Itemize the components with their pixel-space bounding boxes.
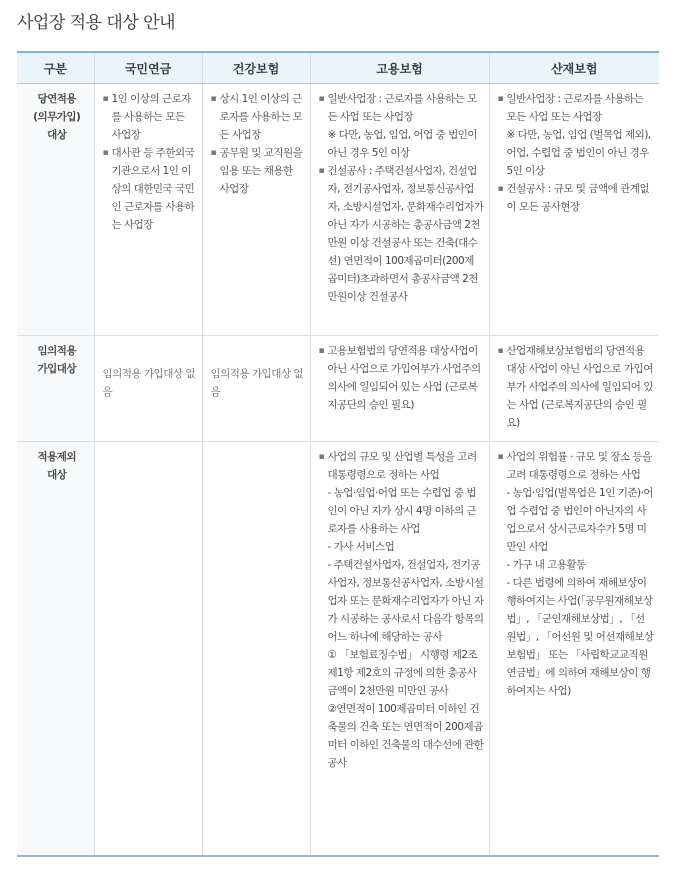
bullet-icon: ▪ (318, 94, 325, 104)
bullet-icon: ▪ (497, 452, 504, 462)
row-mandatory (17, 84, 659, 336)
sub-item: ① 「보험료징수법」 시행령 제2조제1항 제2호의 규정에 의한 총공사금액이 2천만원 미만인 공사 (327, 649, 478, 697)
cell-optional-pension: 임의적용 가입대상 없음 (94, 336, 202, 442)
row-label-mandatory: 당연적용 (의무가입) 대상 (17, 84, 94, 336)
header-industrial-accident-insurance: 산재보험 (489, 52, 659, 84)
bullet-icon: ▪ (102, 94, 109, 104)
list-item: ▪ 건설공사 : 규모 및 금액에 관계없이 모든 공사현장 (498, 180, 655, 216)
bullet-icon: ▪ (210, 148, 217, 158)
table-header-row (17, 52, 659, 84)
row-label-optional: 임의적용 가입대상 (17, 336, 94, 442)
sub-item: - 다른 법령에 의하여 재해보상이 행하여지는 사업(「공무원재해보상법」, 「군인재해보상법」, 「선원법」, 「어선원 및 어선재해보상보험법」 또는 「사립학교교직원연금법」에 의하여 재해보상이 행하여지는 사업) (506, 577, 654, 697)
list-item: ▪ 일반사업장 : 근로자를 사용하는 모든 사업 또는 사업장 ※ 다만, 농업, 임업 (벌목업 제외), 어업, 수렵업 중 법인이 아닌 경우 5인 이상 (498, 90, 655, 180)
sub-item: ②연면적이 100제곱미터 이하인 건축물의 건축 또는 연면적이 200제곱미터 이하인 건축물의 대수선에 관한 공사 (327, 703, 484, 769)
sub-item: - 농업·임업·어업 또는 수렵업 중 법인이 아닌 자가 상시 4명 이하의 근로자를 사용하는 사업 (327, 487, 477, 535)
header-national-pension: 국민연금 (94, 52, 202, 84)
bullet-icon: ▪ (497, 346, 504, 356)
bullet-icon: ▪ (497, 94, 504, 104)
note-text: ※ 다만, 농업, 임업, 어업 중 법인이 아닌 경우 5인 이상 (327, 129, 478, 159)
header-category: 구분 (17, 52, 94, 84)
row-optional (17, 336, 659, 442)
list-item: ▪ 공무원 및 교직원을 임용 또는 채용한 사업장 (211, 144, 305, 198)
cell-optional-accident (489, 336, 659, 442)
sub-item: - 농업·임업(벌목업은 1인 기준)·어업 수렵업 중 법인이 아닌자의 사업으로서 상시근로자수가 5명 미만인 사업 (506, 487, 654, 553)
sub-item: - 주택건설사업자, 건설업자, 전기공사업자, 정보통신공사업자, 소방시설업자 또는 문화재수리업자가 아닌 자가 시공하는 공사로서 다음각 항목의 어느 하나에 해당하는 공사 (327, 559, 484, 643)
bullet-icon: ▪ (318, 166, 325, 176)
list-item: ▪ 일반사업장 : 근로자를 사용하는 모든 사업 또는 사업장 ※ 다만, 농업, 임업, 어업 중 법인이 아닌 경우 5인 이상 (319, 90, 484, 162)
cell-excluded-pension (94, 442, 202, 856)
list-item: ▪ 고용보험법의 당연적용 대상사업이 아닌 사업으로 가입여부가 사업주의 의사에 일임되어 있는 사업 (근로복지공단의 승인 필요) (319, 342, 484, 414)
bullet-icon: ▪ (102, 148, 109, 158)
page-title: 사업장 적용 대상 안내 (17, 13, 176, 33)
list-item: ▪ 건설공사 : 주택건설사업자, 건설업자, 전기공사업자, 정보통신공사업자, 소방시설업자, 문화재수리업자가 아닌 자가 시공하는 총공사금액 2천만원 이상 건설공사 또는 건축(대수선) 연면적이 100제곱미터(200제곱미터)초과하면서 총공사금액 2천만원이상 건설공사 (319, 162, 484, 306)
sub-item: - 가구 내 고용활동 (506, 559, 586, 571)
cell-mandatory-employment (310, 84, 489, 336)
bullet-icon: ▪ (318, 452, 325, 462)
cell-mandatory-health (202, 84, 310, 336)
note-text: ※ 다만, 농업, 임업 (벌목업 제외), 어업, 수렵업 중 법인이 아닌 경우 5인 이상 (506, 129, 651, 177)
list-item: ▪ 산업재해보상보험법의 당연적용 대상 사업이 아닌 사업으로 가입여부가 사업주의 의사에 일임되어 있는 사업 (근로복지공단의 승인 필요) (498, 342, 655, 432)
list-item: ▪ 사업의 규모 및 산업별 특성을 고려 대통령령으로 정하는 사업 - 농업·임업·어업 또는 수렵업 중 법인이 아닌 자가 상시 4명 이하의 근로자를 사용하는 사업 - 가사 서비스업 - 주택건설사업자, 건설업자, 전기공사업자, 정보통신공사업자, 소방시설업자 또는 문화재수리업자가 아닌 자가 시공하는 공사로서 다음각 항목의 어느 하나에 해당하는 공사 ① 「보험료징수법」 시행령 제2조제1항 제2호의 규정에 의한 총공사금액이 2천만원 미만인 공사 ②연면적이 100제곱미터 이하인 건축물의 건축 또는 연면적이 200제곱미터 이하인 건축물의 대수선에 관한 공사 (319, 448, 484, 772)
cell-excluded-health (202, 442, 310, 856)
header-health-insurance: 건강보험 (202, 52, 310, 84)
bullet-icon: ▪ (210, 94, 217, 104)
bullet-icon: ▪ (497, 184, 504, 194)
list-item: ▪ 상시 1인 이상의 근로자를 사용하는 모든 사업장 (211, 90, 305, 144)
bullet-icon: ▪ (318, 346, 325, 356)
cell-mandatory-accident (489, 84, 659, 336)
cell-optional-health: 임의적용 가입대상 없음 (202, 336, 310, 442)
cell-excluded-accident (489, 442, 659, 856)
row-excluded (17, 442, 659, 856)
list-item: ▪ 사업의 위험률 · 규모 및 장소 등을 고려 대통령령으로 정하는 사업 - 농업·임업(벌목업은 1인 기준)·어업 수렵업 중 법인이 아닌자의 사업으로서 상시근로자수가 5명 미만인 사업 - 가구 내 고용활동 - 다른 법령에 의하여 재해보상이 행하여지는 사업(「공무원재해보상법」, 「군인재해보상법」, 「선원법」, 「어선원 및 어선재해보상보험법」 또는 「사립학교교직원연금법」에 의하여 재해보상이 행하여지는 사업) (498, 448, 655, 700)
list-item: ▪ 1인 이상의 근로자를 사용하는 모든 사업장 (103, 90, 197, 144)
cell-mandatory-pension (94, 84, 202, 336)
cell-excluded-employment (310, 442, 489, 856)
header-employment-insurance: 고용보험 (310, 52, 489, 84)
coverage-table (17, 51, 659, 857)
row-label-excluded: 적용제외 대상 (17, 442, 94, 856)
list-item: ▪ 대사관 등 주한외국기관으로서 1인 이상의 대한민국 국민인 근로자를 사용하는 사업장 (103, 144, 197, 234)
sub-item: - 가사 서비스업 (327, 541, 395, 553)
cell-optional-employment (310, 336, 489, 442)
